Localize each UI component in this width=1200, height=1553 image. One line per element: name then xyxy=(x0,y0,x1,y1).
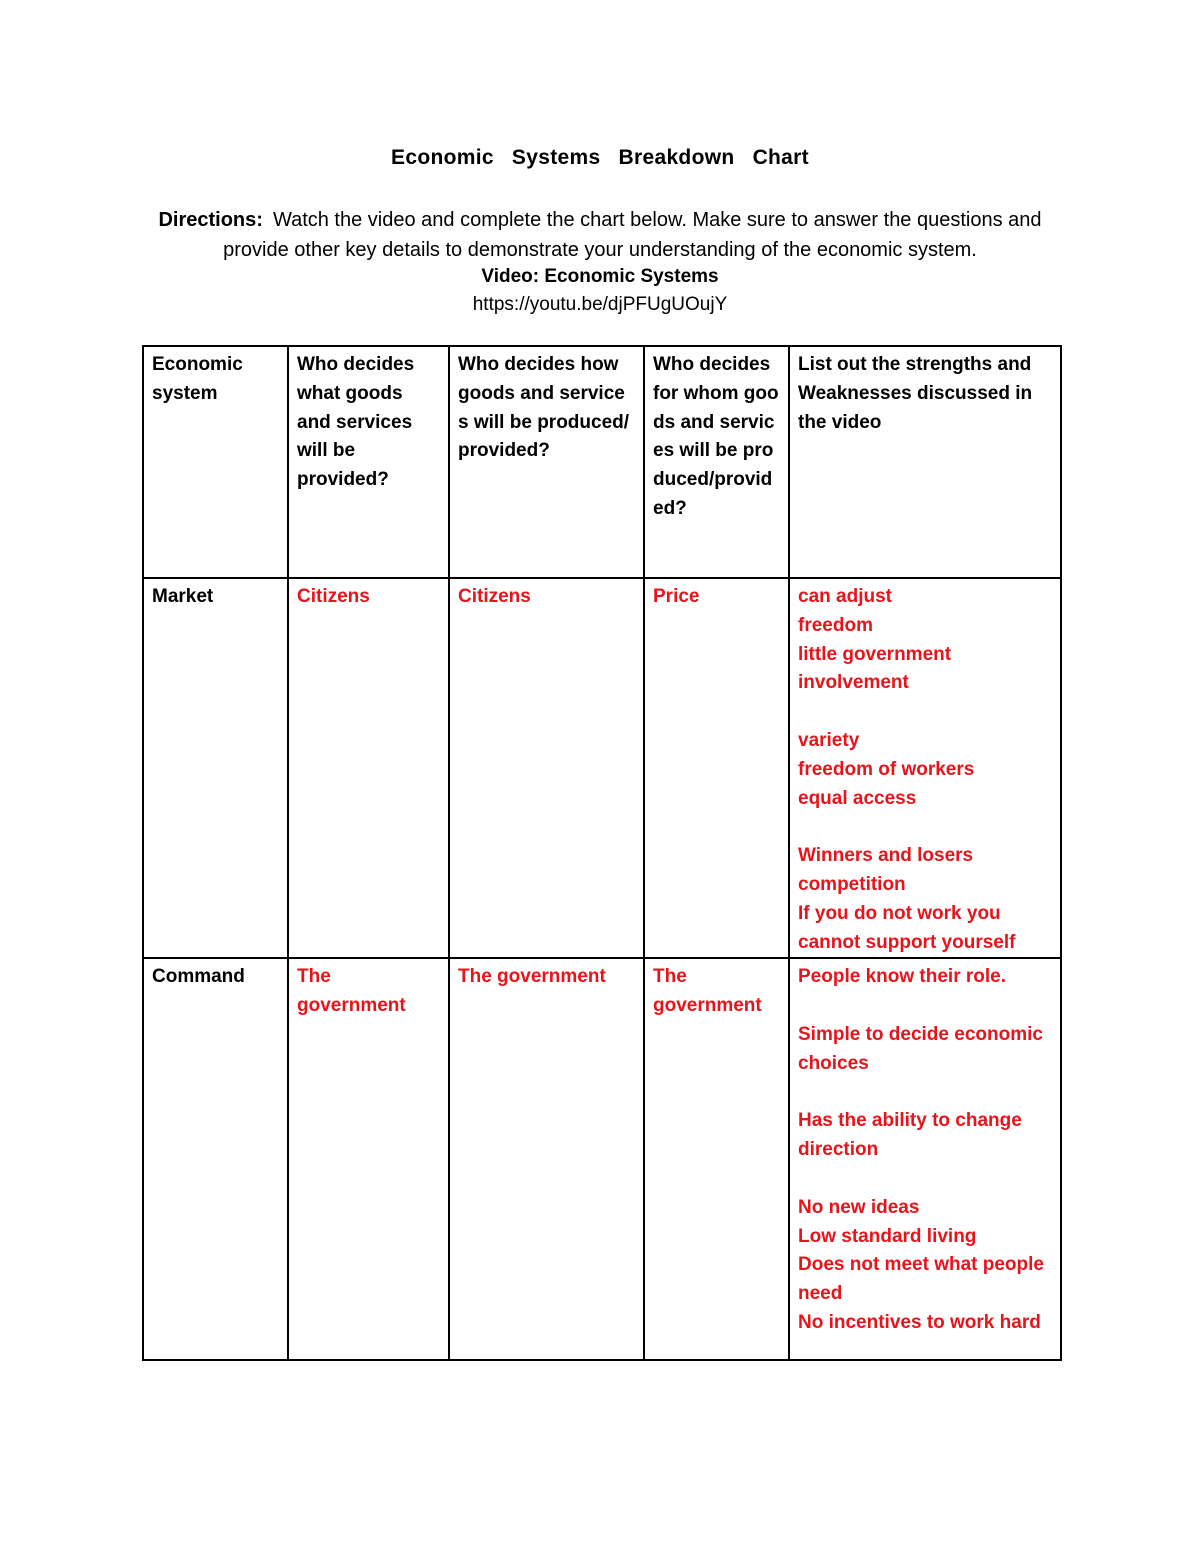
video-label: Video: Economic Systems xyxy=(481,266,719,287)
note-line: variety xyxy=(798,729,860,751)
note-line: Simple to decide economic choices xyxy=(798,1023,1049,1074)
cell-what-command: The government xyxy=(288,958,449,1360)
cell-system-market: Market xyxy=(143,578,288,958)
cell-what-market: Citizens xyxy=(288,578,449,958)
note-line xyxy=(798,992,1052,1021)
cell-notes-market xyxy=(789,578,1061,958)
header-economic-system: Economic system xyxy=(143,346,288,578)
header-what: Who decides what goods and services will be provided? xyxy=(288,346,449,578)
directions-text: Watch the video and complete the chart below. Make sure to answer the questions and provide other key details to demonstrate your understanding of the economic system. xyxy=(223,209,1042,261)
note-line: equal access xyxy=(798,787,917,809)
table-row xyxy=(143,958,1061,1360)
table-row xyxy=(143,578,1061,958)
note-line: If you do not work you cannot support yourself xyxy=(798,902,1016,953)
note-line xyxy=(798,698,1052,727)
cell-how-market: Citizens xyxy=(449,578,644,958)
note-line: Has the ability to change direction xyxy=(798,1110,1028,1161)
directions-label: Directions: xyxy=(158,209,263,231)
note-line: freedom xyxy=(798,614,873,636)
cell-how-command: The government xyxy=(449,958,644,1360)
page-title: Economic Systems Breakdown Chart xyxy=(391,146,809,169)
header-strengths-weaknesses: List out the strengths and Weaknesses discussed in the video xyxy=(789,346,1061,578)
cell-notes-command xyxy=(789,958,1061,1360)
cell-whom-command: The government xyxy=(644,958,789,1360)
cell-system-command: Command xyxy=(143,958,288,1360)
note-line: Does not meet what people need xyxy=(798,1254,1050,1305)
note-line: freedom of workers xyxy=(798,758,975,780)
cell-whom-market: Price xyxy=(644,578,789,958)
directions xyxy=(140,205,1060,265)
video-link[interactable]: https://youtu.be/djPFUgUOujY xyxy=(472,294,728,315)
note-line xyxy=(798,1079,1052,1108)
note-line: No incentives to work hard xyxy=(798,1311,1041,1333)
note-line: competition xyxy=(798,873,906,895)
note-line: Low standard living xyxy=(798,1225,977,1247)
note-line xyxy=(798,813,1052,842)
note-line: can adjust xyxy=(798,586,892,607)
note-line: Winners and losers xyxy=(798,845,974,867)
breakdown-table xyxy=(142,345,1062,1361)
header-how: Who decides how goods and services will be produced/provided? xyxy=(449,346,644,578)
note-line: little government involvement xyxy=(798,643,957,694)
table-header-row xyxy=(143,346,1061,578)
note-line: No new ideas xyxy=(798,1196,920,1218)
note-line: People know their role. xyxy=(798,966,1006,988)
header-whom: Who decides for whom goods and services will be produced/provided? xyxy=(644,346,789,578)
note-line xyxy=(798,1165,1052,1194)
